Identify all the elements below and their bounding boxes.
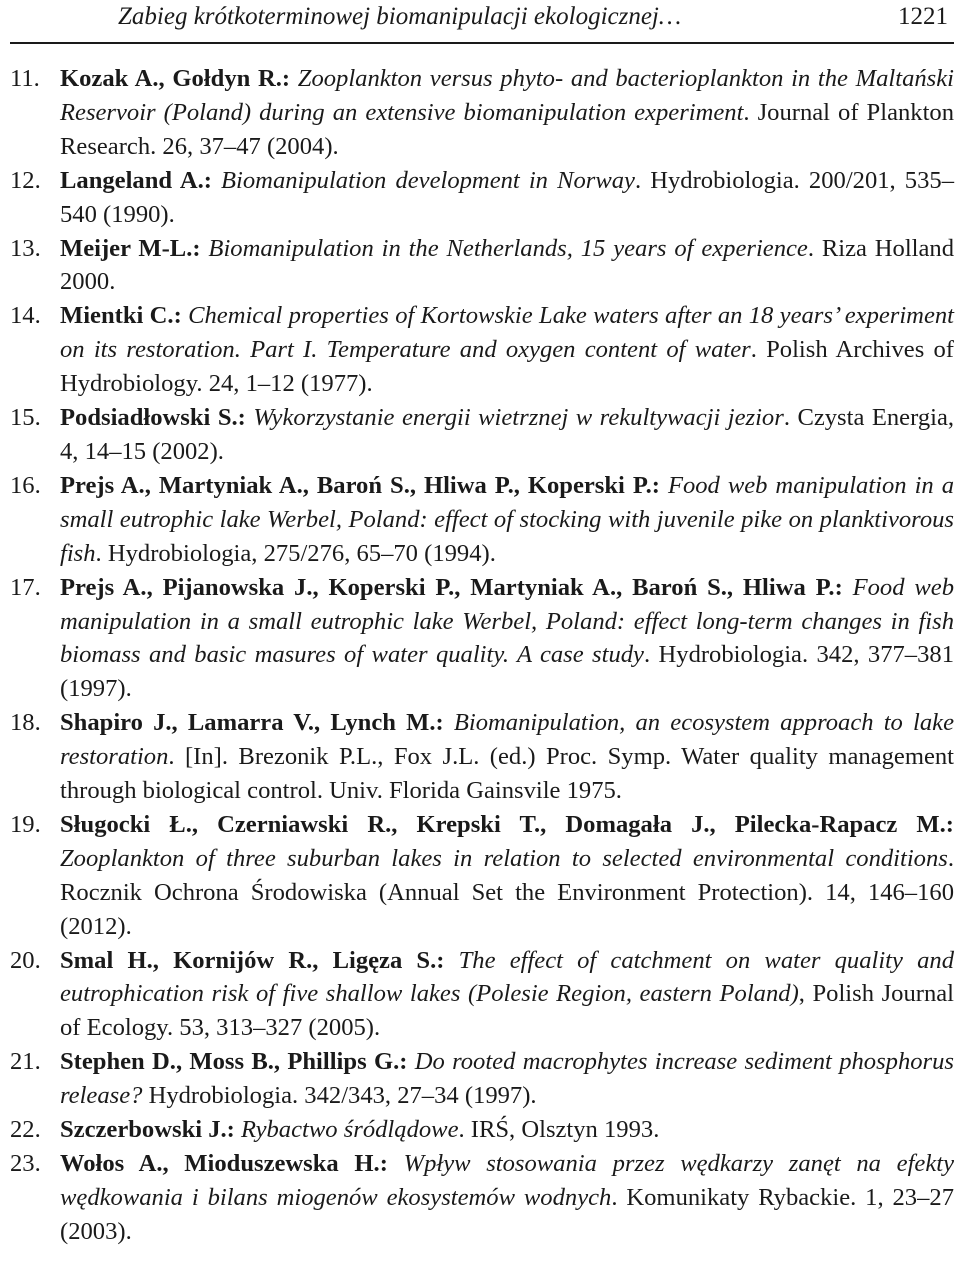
reference-separator: : <box>435 709 454 737</box>
reference-title: Wpływ stosowania przez wędkarzy zanęt na efekty wędkowania i bilans miogenów ekosystemów wodnych <box>60 1150 954 1211</box>
reference-source: Polish Journal of Ecology. 53, 313–327 (2005). <box>60 980 954 1042</box>
reference-list <box>10 44 954 1249</box>
reference-title-end: . <box>168 743 185 771</box>
reference-text <box>60 808 954 944</box>
reference-authors: Sługocki Ł., Czerniawski R., Krepski T., Domagała J., Pilecka-Rapacz M. <box>60 810 946 838</box>
reference-text <box>60 164 954 232</box>
reference-item <box>10 571 954 707</box>
reference-text <box>60 232 954 300</box>
reference-source: Riza Holland 2000. <box>60 234 955 296</box>
reference-title-end: . <box>750 336 767 364</box>
reference-item <box>10 1113 954 1147</box>
reference-number: 16. <box>10 471 41 499</box>
reference-source: Hydrobiologia, 275/276, 65–70 (1994). <box>107 539 496 567</box>
reference-title-end: . <box>807 234 822 262</box>
reference-text <box>60 401 954 469</box>
reference-authors: Kozak A., Gołdyn R. <box>60 65 282 92</box>
reference-title: The effect of catchment on water quality and eutrophication risk of five shallow lakes (Polesie Region, eastern Poland) <box>60 946 954 1008</box>
reference-text <box>60 1113 954 1147</box>
reference-separator: : <box>226 1116 242 1144</box>
reference-authors: Shapiro J., Lamarra V., Lynch M. <box>60 709 436 737</box>
reference-separator: : <box>379 1150 404 1177</box>
reference-title-end: . <box>947 844 954 872</box>
reference-separator: : <box>651 471 668 499</box>
reference-number: 14. <box>10 302 41 330</box>
reference-title: Food web manipulation in a small eutrophic lake Werbel, Poland: effect long-term changes in fish biomass and basic masures of water quality. A case study <box>60 573 954 669</box>
reference-title: Do rooted macrophytes increase sediment phosphorus release? <box>60 1048 954 1110</box>
reference-authors: Meijer M-L. <box>60 234 193 262</box>
reference-authors: Mientki C. <box>60 302 174 330</box>
reference-title-end: . <box>458 1116 471 1144</box>
reference-source: Hydrobiologia. 342/343, 27–34 (1997). <box>148 1082 537 1110</box>
reference-text <box>60 1045 954 1113</box>
reference-title: Food web manipulation in a small eutrophic lake Werbel, Poland: effect of stocking with juvenile pike on planktivorous fish <box>60 471 954 567</box>
reference-item <box>10 62 954 164</box>
reference-text <box>60 299 954 401</box>
reference-separator: : <box>945 810 954 838</box>
reference-separator: : <box>436 946 459 974</box>
reference-number: 23. <box>10 1150 41 1177</box>
reference-authors: Wołos A., Mioduszewska H. <box>60 1150 380 1177</box>
reference-number: 13. <box>10 234 41 262</box>
reference-title: Rybactwo śródlądowe <box>241 1116 459 1144</box>
reference-source: Komunikaty Rybackie. 1, 23–27 (2003). <box>60 1183 954 1245</box>
reference-source: Rocznik Ochrona Środowiska (Annual Set the Environment Protection). 14, 146–160 (2012). <box>60 878 954 940</box>
reference-title-end: , <box>798 980 813 1008</box>
reference-text <box>60 469 954 571</box>
reference-item <box>10 706 954 808</box>
reference-separator: : <box>192 234 209 262</box>
page-number: 1221 <box>898 3 948 30</box>
reference-item <box>10 944 954 1046</box>
reference-title-end: . <box>643 641 659 669</box>
reference-number: 12. <box>10 166 41 194</box>
reference-item <box>10 808 954 944</box>
reference-source: [In]. Brezonik P.L., Fox J.L. (ed.) Proc. Symp. Water quality management through biological control. Univ. Florida Gainsvile 1975. <box>60 743 955 805</box>
reference-number: 19. <box>10 810 41 838</box>
reference-text <box>60 1147 954 1249</box>
reference-separator: : <box>203 166 222 194</box>
reference-number: 20. <box>10 946 41 974</box>
reference-separator: : <box>399 1048 415 1076</box>
reference-title: Zooplankton of three suburban lakes in relation to selected environmental conditions <box>60 844 948 872</box>
reference-item <box>10 469 954 571</box>
reference-authors: Smal H., Kornijów R., Ligęza S. <box>60 946 437 974</box>
reference-number: 22. <box>10 1116 41 1144</box>
reference-title: Biomanipulation development in Norway <box>221 166 635 194</box>
running-header <box>10 0 954 44</box>
reference-text <box>60 571 954 707</box>
reference-text <box>60 944 954 1046</box>
reference-authors: Szczerbowski J. <box>60 1116 227 1144</box>
reference-source: Journal of Plankton Research. 26, 37–47 (2004). <box>60 98 954 160</box>
reference-source: Hydrobiologia. 342, 377–381 (1997). <box>60 641 954 703</box>
running-title: Zabieg krótkoterminowej biomanipulacji ekologicznej… <box>118 3 682 30</box>
reference-source: Czysta Energia, 4, 14–15 (2002). <box>60 404 955 465</box>
reference-title-end: . <box>783 404 798 432</box>
reference-number: 15. <box>10 404 41 432</box>
reference-separator: : <box>237 404 254 432</box>
reference-item <box>10 232 954 300</box>
reference-source: IRŚ, Olsztyn 1993. <box>470 1116 660 1144</box>
reference-title-end: . <box>95 539 108 567</box>
reference-item <box>10 1147 954 1249</box>
reference-source: Polish Archives of Hydrobiology. 24, 1–12 (1977). <box>60 336 954 398</box>
reference-source: Hydrobiologia. 200/201, 535–540 (1990). <box>60 166 954 228</box>
reference-text <box>60 62 954 164</box>
reference-number: 21. <box>10 1048 41 1076</box>
reference-number: 17. <box>10 573 41 601</box>
reference-title: Biomanipulation, an ecosystem approach to lake restoration <box>60 709 954 771</box>
reference-title-end: . <box>634 166 651 194</box>
reference-authors: Prejs A., Martyniak A., Baroń S., Hliwa P., Koperski P. <box>60 471 652 499</box>
reference-title: Chemical properties of Kortowskie Lake waters after an 18 years’ experiment on its restoration. Part I. Temperature and oxygen content of water <box>60 302 954 364</box>
reference-title-end: . <box>743 98 758 126</box>
reference-separator: : <box>281 65 298 92</box>
reference-title: Zooplankton versus phyto- and bacterioplankton in the Maltański Reservoir (Poland) during an extensive biomanipulation experiment <box>60 65 954 126</box>
reference-text <box>60 706 954 808</box>
reference-title: Biomanipulation in the Netherlands, 15 years of experience <box>208 234 808 262</box>
reference-authors: Prejs A., Pijanowska J., Koperski P., Martyniak A., Baroń S., Hliwa P. <box>60 573 835 601</box>
reference-title: Wykorzystanie energii wietrznej w rekultywacji jezior <box>253 404 784 432</box>
reference-authors: Podsiadłowski S. <box>60 404 238 432</box>
reference-number: 18. <box>10 709 41 737</box>
reference-number: 11. <box>10 65 40 92</box>
reference-item <box>10 401 954 469</box>
reference-item <box>10 1045 954 1113</box>
reference-separator: : <box>173 302 189 330</box>
reference-authors: Stephen D., Moss B., Phillips G. <box>60 1048 400 1076</box>
reference-separator: : <box>834 573 853 601</box>
reference-title-end: . <box>611 1183 627 1211</box>
reference-item <box>10 299 954 401</box>
reference-authors: Langeland A. <box>60 166 204 194</box>
reference-item <box>10 164 954 232</box>
